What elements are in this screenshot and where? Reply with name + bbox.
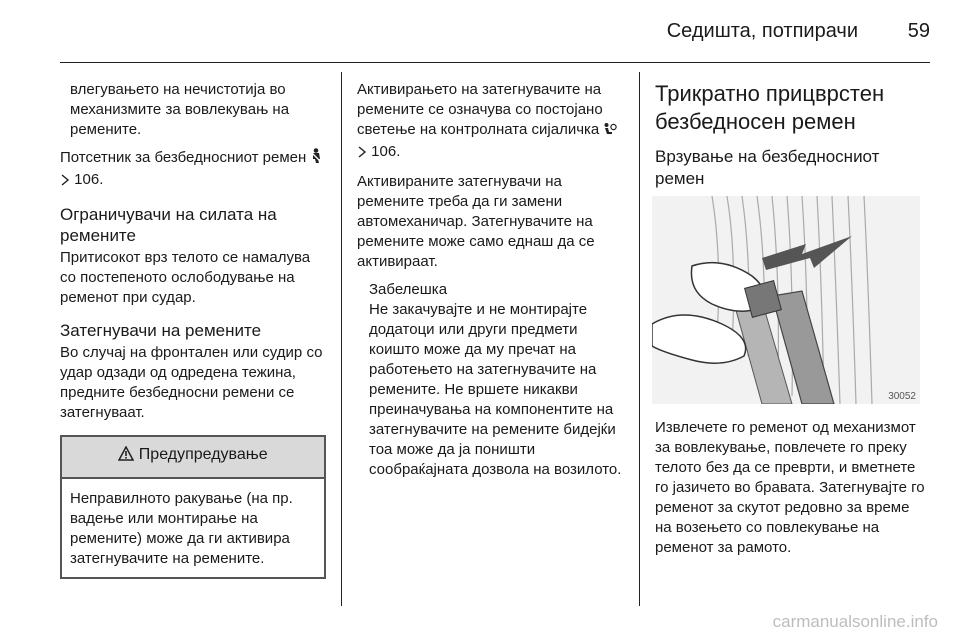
reminder-ref-page: 106. <box>74 171 104 188</box>
warning-box <box>60 435 326 579</box>
column-divider-2 <box>639 72 640 606</box>
reminder-reference <box>60 148 328 192</box>
column-3 <box>655 80 927 200</box>
arrow-ref-icon <box>357 144 367 164</box>
page-title: Седишта, потпирачи <box>666 20 858 42</box>
continued-text: влегувањето на нечистотија во механизмите за вовлекувањ на ремените. <box>70 81 290 138</box>
seatbelt-reminder-icon <box>310 148 322 170</box>
warning-header <box>62 437 324 479</box>
force-limiters-text: Притисокот врз телото се намалува со постепеното ослободување на ременот при судар. <box>60 249 311 306</box>
fastening-instructions: Извлечете го ременот од механизмот за вовлекување, повлечете го преку телото без да се преврти, и вметнете го јазичето во бравата. Затегнувајте го ременот за скутот редовно за време на возењето со повлекување на ременот за рамото. <box>655 419 925 556</box>
illustration-number: 30052 <box>888 391 916 402</box>
reminder-ref-text: Потсетник за безбедносниот ремен <box>60 149 307 166</box>
section-heading: Трикратно прицврстен безбедносен ремен <box>655 81 885 134</box>
pretensioners-text: Во случај на фронтален или судир со удар одзади од одредена тежина, предните безбедносни ремени се затегнуваат. <box>60 344 323 421</box>
activation-paragraph <box>357 80 627 164</box>
column-2 <box>357 80 627 488</box>
airbag-light-icon <box>603 122 617 142</box>
seatbelt-illustration <box>652 196 920 404</box>
subsection-heading: Врзување на безбедносниот ремен <box>655 147 880 188</box>
column-1 <box>60 80 328 579</box>
warning-title: Предупредување <box>138 446 268 463</box>
watermark: carmanualsonline.info <box>772 612 938 631</box>
note-title: Забелешка <box>369 281 448 298</box>
replace-text: Активираните затегнувачи на ремените треба да ги замени автомеханичар. Затегнувачите на ремените може само еднаш да се активираат. <box>357 173 595 270</box>
warning-triangle-icon <box>118 446 134 467</box>
activation-text: Активирањето на затегнувачите на ремените се означува со постојано светење на контролната сијаличка <box>357 81 603 138</box>
note-body: Не закачувајте и не монтирајте додатоци или други предмети коишто може да му пречат на работењето на затегнувачите на ремените. Не вршете никакви преиначувања на компонентите на затегнувачите на ремените бидејќи тоа може да ја поништи сообраќајната дозвола на возилото. <box>369 301 622 478</box>
warning-body: Неправилното ракување (на пр. вадење или монтирање на ремените) може да ги активира затегнувачите на ремените. <box>70 490 293 567</box>
column-3-text <box>655 418 927 566</box>
page-header <box>0 0 960 60</box>
header-divider <box>60 62 930 63</box>
heading-force-limiters: Ограничувачи на силата на ремените <box>60 205 277 245</box>
heading-pretensioners: Затегнувачи на ремените <box>60 321 262 340</box>
arrow-ref-icon <box>60 172 70 192</box>
activation-page: 106. <box>371 143 401 160</box>
page-number: 59 <box>907 20 930 42</box>
column-divider-1 <box>341 72 342 606</box>
